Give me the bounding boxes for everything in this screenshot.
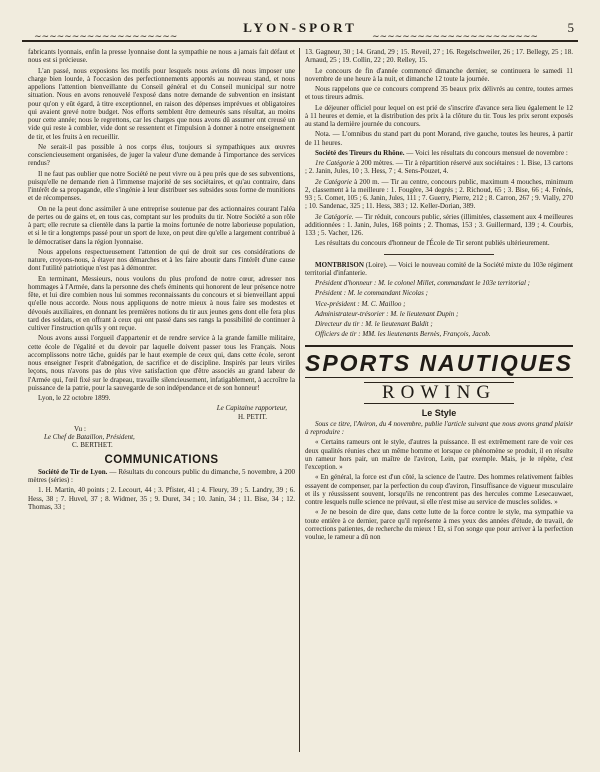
results-list: 13. Gagneur, 30 ; 14. Grand, 29 ; 15. Reveil, 27 ; 16. Regelschweiler, 26 ; 17. Bellegy, 25 ; 18. Arnaud, 25 ; 19. Collin, 22 ; 20. Relley, 15.	[305, 48, 573, 65]
paragraph: — Résultats du concours public du dimanche, 5 novembre, à 200 mètres (séries) :	[28, 467, 295, 484]
paragraph: On ne la peut donc assimiler à une entreprise soutenue par des actionnaires courant l'aléa de pertes ou de gains et, en tous cas, comptant sur les produits du tir. Notre Société a son rôle à part; elle recrute sa clientèle dans la partie la moins fortunée de notre laborieuse population, et si le tir a longtemps passé pour un sport de luxe, on peut dire qu'elle a largement contribué à le démocratiser dans la région lyonnaise.	[28, 204, 295, 246]
paragraph: En terminant, Messieurs, nous voulons du plus profond de notre cœur, adresser nos hommages à l'Armée, dans la personne des chefs éminents qui honorent de leur présence notre fête, et lui dire combien nous lui sommes reconnaissants du concours et si bienveillant appui qu'elle nous accorde. Nous nous appliquons de notre mieux à nous faire ses modestes et dévoués auxiliaires, en donnant les premières notions du tir aux jeunes gens dont elle fera plus tard des soldats, et en offrant à ceux qui ont passé dans ses rangs la possibilité de continuer à cultiver l'instruction qu'ils y ont reçue.	[28, 274, 295, 332]
signature-name: H. PETIT.	[237, 412, 267, 421]
journal-title: LYON-SPORT	[243, 20, 357, 35]
club-name: MONTBRISON	[315, 260, 364, 269]
vu-role: Le Chef de Bataillon, Président,	[44, 433, 135, 441]
style-heading: Le Style	[421, 407, 457, 418]
vu-name: C. BERTHET.	[72, 441, 113, 450]
signature-role: Le Capitaine rapporteur,	[216, 404, 287, 413]
category-label: 3e Catégorie.	[315, 212, 354, 221]
separator	[384, 254, 494, 255]
page-number: 5	[567, 20, 574, 35]
left-column	[28, 48, 295, 764]
rowing-title: ROWING	[364, 382, 514, 404]
paragraph: Nous avons aussi l'orgueil d'appartenir et de rendre service à la grande famille militaire, cette école de l'égalité et du devoir par laquelle doivent passer tous les Français. Nous accomplissons notre tâche, guidés par le haut exemple de ceux qui, dans cette école, seront nous enseigner l'esprit d'abnégation, de sacrifice et de discipline. Inspirés par leurs viriles leçons, nous n'avons pas de plus vive satisfaction que d'être associés au grand labeur de l'Armée qui, l'œil fixé sur le drapeau, travaille silencieusement, infatigablement, à accroître la puissance de la patrie, pour la sauvegarde de son indépendance et de son honneur!	[28, 334, 295, 392]
paragraph: « Certains rameurs ont le style, d'autres la puissance. Il est extrêmement rare de voir ces deux qualités réunies chez un même homme et lorsque ce phénomène se produit, il en résulte un rameur hors pair, un maître de l'aviron, Lein, par exemple. Mais, je le répète, c'est l'exception. »	[305, 438, 573, 471]
right-column	[305, 48, 573, 764]
ornament-right: ∼∼∼∼∼∼∼∼∼∼∼∼∼∼∼∼∼∼∼∼∼∼	[372, 31, 538, 41]
ornament-left: ∼∼∼∼∼∼∼∼∼∼∼∼∼∼∼∼∼∼∼	[34, 31, 178, 41]
committee-line: Directeur du tir : M. le lieutenant Baldit ;	[315, 320, 433, 328]
paragraph: « Je ne besoin de dire que, dans cette lutte de la force contre le style, ma sympathie va toute entière à ce dernier, parce qu'il représente à mes yeux des années d'étude, de travail, de corrections patientes, de recherche du mieux ! Et, si l'on songe que pour arriver à la perfection voulue, le rameur a dû non	[305, 508, 573, 541]
paragraph: Le déjeuner officiel pour lequel on est prié de s'inscrire d'avance sera lieu également le 12 à 11 heures et demie, et la distribution des prix à la clôture du tir. Tous les prix seront exposés au stand la dernière journée du concours.	[305, 103, 573, 128]
paragraph: Les résultats du concours d'honneur de l'École de Tir seront publiés ultérieurement.	[315, 239, 550, 248]
category-label: 2e Catégorie	[315, 177, 352, 186]
committee-line: Président d'honneur : M. le colonel Millet, commandant le 103e territorial ;	[315, 279, 531, 287]
paragraph: — Tir réduit, concours public, séries (illimitées, classement aux 4 meilleures additionnées : 1. Janin, Jules, 168 points ; 2. Thomas, 153 ; 3. Guillermard, 139 ; 4. Courbis, 133 ; 5. Vacher, 126.	[305, 212, 573, 237]
dateline: Lyon, le 22 octobre 1899.	[38, 394, 111, 402]
paragraph: Nous appelons respectueusement l'attention de qui de droit sur ces considérations de nature, croyons-nous, à étayer nos démarches et à les faire aboutir dans l'intérêt d'une cause dont l'utilité patriotique n'est pas à démontrer.	[28, 247, 295, 273]
paragraph: à 200 mètres. — Tir à répartition réservé aux sociétaires : 1. Bise, 13 cartons ; 2. Janin, Jules, 10 ; 3. Hess, 7 ; 4. Sens-Pouzet, 4.	[305, 159, 573, 176]
paragraph: fabricants lyonnais, enfin la presse lyonnaise dont la sympathie ne nous a jamais fait défaut et nous est si précieuse.	[28, 48, 295, 65]
paragraph: Le concours de fin d'année commencé dimanche dernier, se continuera le samedi 11 novembre de une heure à la nuit, et dimanche 12 toute la journée.	[305, 66, 573, 83]
sports-nautiques-banner	[305, 345, 573, 378]
committee-line: Administrateur-trésorier : M. le lieutenant Dupin ;	[315, 309, 459, 318]
article-intro: Sous ce titre, l'Aviron, du 4 novembre, publie l'article suivant que nous avons grand plaisir à reproduire :	[305, 419, 573, 436]
club-name: Société de Tir de Lyon.	[38, 467, 108, 476]
paragraph: Il ne faut pas oublier que notre Société ne peut vivre ou à peu près que de ses subventions, puisqu'elle ne demande rien à l'immense majorité de ses sociétaires, et qu'au contraire, dans l'intérêt de sa propagande, elle s'ingénie à leur distribuer ses subsides sous forme de munitions et de récompenses.	[28, 169, 295, 203]
paragraph: Nous rappelons que ce concours comprend 35 beaux prix délivrés au centre, toutes armes et tous tireurs admis.	[305, 85, 573, 102]
paragraph: Ne serait-il pas possible à nos corps élus, toujours si sympathiques aux œuvres consciencieusement organisées, de juger la valeur d'une demande à l'importance des services rendus?	[28, 142, 295, 168]
sports-nautiques-title: SPORTS NAUTIQUES	[305, 349, 573, 376]
category-label: 1re Catégorie	[315, 159, 355, 167]
paragraph: « En général, la force est d'un côté, la science de l'autre. Des hommes relativement faibles essayent de compenser, par la perfection du coup d'aviron, l'insuffisance de vigueur musculaire et ils y réussissent souvent, lorsqu'ils ne rencontrent pas des hercules comme Lesecauwaet, contre lesquels nulle science ne prévaut, si elle n'est mise au service de muscles solides. »	[305, 473, 573, 506]
paragraph: (Loire). — Voici le nouveau comité de la Société mixte du 103e régiment territorial d'infanterie.	[305, 260, 573, 277]
club-name: Société des Tireurs du Rhône.	[315, 148, 405, 157]
committee-line: Président : M. le commandant Nicolas ;	[315, 289, 428, 298]
paragraph: à 200 m. — Tir au centre, concours public, maximum 4 mouches, minimum 2, classement à la meilleure : 1. Fougère, 34 degrés ; 2. Richoud, 65 ; 3. Bise, 66 ; 4. Frénés, 93 ; 5. Comet, 105 ; 6. Janin, Jules, 111 ; 7. Guerry, Pierre, 212 ; 8. Carron, 267 ; 9. Vially, 270 ; 10. Sandenac, 325 ; 11. Hess, 383 ; 12. Keller-Dorian, 389.	[305, 177, 573, 211]
committee-line: Vice-président : M. C. Mailloo ;	[315, 299, 406, 308]
vu-label: Vu :	[74, 424, 86, 433]
column-divider	[299, 48, 300, 752]
communications-heading: COMMUNICATIONS	[104, 453, 219, 466]
results-list: 1. H. Martin, 40 points ; 2. Lecourt, 44 ; 3. Pfister, 41 ; 4. Fleury, 39 ; 5. Landry, 39 ; 6. Hess, 38 ; 7. Huvel, 37 ; 8. Widmer, 35 ; 9. Duret, 34 ; 10. Janin, 34 ; 11. Bise, 34 ; 12. Thomas, 33 ;	[28, 486, 295, 511]
paragraph: — Voici les résultats du concours mensuel de novembre :	[404, 148, 568, 157]
paragraph: L'an passé, nous exposions les motifs pour lesquels nous avions dû nous imposer une charge bien lourde, à l'occasion des perfectionnements apportés au nouveau stand, et nous appelions l'attention bienveillante du Conseil général et du Conseil municipal sur notre situation. Nous en avons renouvelé l'exposé dans notre demande de subvention en insistant pour qu'on y eût égard, à titre exceptionnel, en raison des dépenses imprévues et obligatoires qui avaient grevé notre budget. Nos efforts semblent être demeurés sans résultat, au moins pour cette année; nous le regrettons, car les charges que nous avons dû assumer ont creusé un vide qui reste à combler, vide dont se ressentent et l'impulsion à donner à notre enseignement de tir, et les fruits à en recueillir.	[28, 66, 295, 141]
paragraph: Nota. — L'omnibus du stand part du pont Morand, rive gauche, toutes les heures, à partir de 11 heures.	[305, 130, 573, 147]
committee-line: Officiers de tir : MM. les lieutenants Bernès, François, Jacob.	[315, 330, 491, 339]
